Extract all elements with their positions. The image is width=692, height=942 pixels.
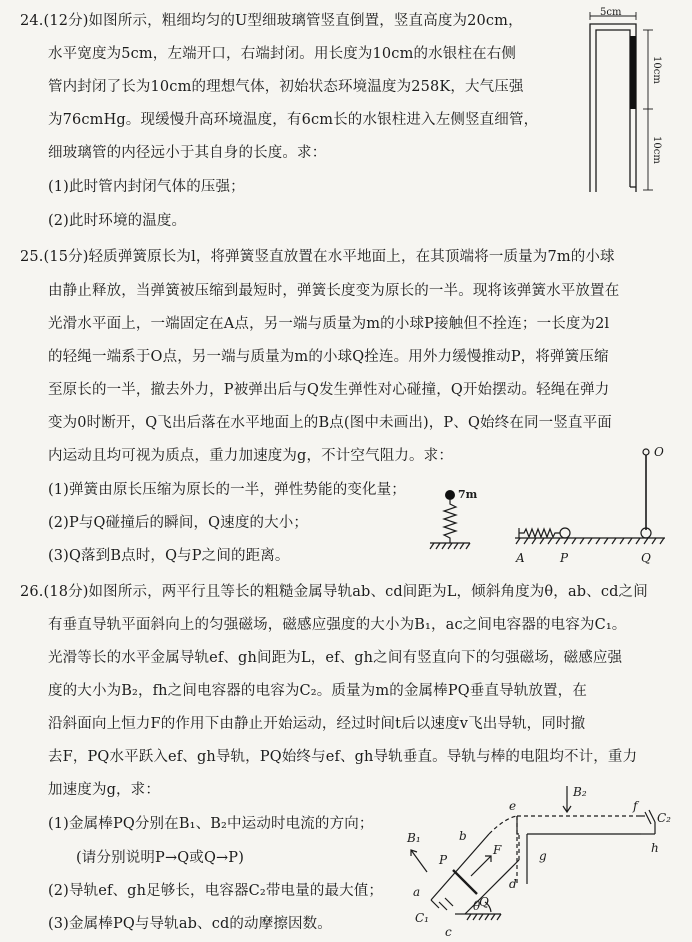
label-c2: C₂ <box>657 811 671 825</box>
label-d-rail: d <box>509 877 517 891</box>
q24-line-5: 细玻璃管的内径远小于其自身的长度。求： <box>48 145 327 161</box>
q25-line-4: 的轻绳一端系于O点，另一端与质量为m的小球Q拴连。用外力缓慢推动P，将弹簧压缩 <box>48 349 609 365</box>
label-f: f <box>633 799 638 813</box>
lower-length-label: 10cm <box>651 136 662 164</box>
q25-line-6: 变为0时断开，Q飞出后落在水平地面上的B点(图中未画出)，P、Q始终在同一竖直平面 <box>48 415 612 431</box>
q25-line-8: (1)弹簧由原长压缩为原长的一半，弹性势能的变化量； <box>48 482 406 498</box>
q24-line-3: 管内封闭了长为10cm的理想气体，初始状态环境温度为258K，大气压强 <box>48 79 524 95</box>
q26-rail-figure <box>405 784 685 939</box>
label-p: P <box>560 551 569 565</box>
mass-label: 7m <box>458 488 478 501</box>
q24-u-tube-figure <box>580 7 680 202</box>
label-h: h <box>651 841 659 855</box>
q26-line-7: 加速度为g，求： <box>48 782 160 798</box>
label-p-rod: P <box>439 853 448 867</box>
q26-line-5: 沿斜面向上恒力F的作用下由静止开始运动，经过时间t后以速度v飞出导轨，同时撤 <box>48 716 586 732</box>
label-theta: θ <box>473 899 481 913</box>
label-a-rail: a <box>413 885 421 899</box>
q24-line-6: (1)此时管内封闭气体的压强； <box>48 179 245 195</box>
label-c-rail: c <box>445 925 452 939</box>
q26-line-9: (请分别说明P→Q或Q→P) <box>76 850 244 866</box>
q25-line-9: (2)P与Q碰撞后的瞬间，Q速度的大小； <box>48 515 309 531</box>
ball-7m <box>445 490 455 500</box>
pivot-o <box>643 449 649 455</box>
label-b-rail: b <box>459 829 467 843</box>
label-b1: B₁ <box>407 831 421 845</box>
q25-line-2: 由静止释放，当弹簧被压缩到最短时，弹簧长度变为原长的一半。现将该弹簧水平放置在 <box>48 283 620 299</box>
q24-line-4: 为76cmHg。现缓慢升高环境温度，有6cm长的水银柱进入左侧竖直细管， <box>48 112 539 128</box>
label-c1: C₁ <box>415 911 429 925</box>
q26-line-1: 26.(18分)如图所示，两平行且等长的粗糙金属导轨ab、cd间距为L，倾斜角度为θ，ab、cd之间 <box>20 584 648 600</box>
label-e: e <box>509 799 517 813</box>
label-b2: B₂ <box>573 785 587 799</box>
q24-line-2: 水平宽度为5cm，左端开口，右端封闭。用长度为10cm的水银柱在右侧 <box>48 46 517 62</box>
mercury-column <box>630 36 636 109</box>
q25-line-1: 25.(15分)轻质弹簧原长为l，将弹簧竖直放置在水平地面上，在其顶端将一质量为7m的小球 <box>20 249 615 265</box>
q26-line-2: 有垂直导轨平面斜向上的匀强磁场，磁感应强度的大小为B₁，ac之间电容器的电容为C₁。 <box>48 617 627 633</box>
q24-line-1: 24.(12分)如图所示，粗细均匀的U型细玻璃管竖直倒置，竖直高度为20cm， <box>20 13 523 29</box>
q25-line-10: (3)Q落到B点时，Q与P之间的距离。 <box>48 548 290 564</box>
label-q: Q <box>641 551 651 565</box>
q25-line-3: 光滑水平面上，一端固定在A点，另一端与质量为m的小球P接触但不拴连；一长度为2l <box>48 316 610 332</box>
q26-line-8: (1)金属棒PQ分别在B₁、B₂中运动时电流的方向； <box>48 816 374 832</box>
q26-line-6: 去F，PQ水平跃入ef、gh导轨，PQ始终与ef、gh导轨垂直。导轨与棒的电阻均不计，重力 <box>48 749 638 765</box>
q25-line-5: 至原长的一半，撤去外力，P被弹出后与Q发生弹性对心碰撞，Q开始摆动。轻绳在弹力 <box>48 382 610 398</box>
q26-line-4: 度的大小为B₂，fh之间电容器的电容为C₂。质量为m的金属棒PQ垂直导轨放置，在 <box>48 683 587 699</box>
label-f-force: F <box>493 843 502 857</box>
q24-line-7: (2)此时环境的温度。 <box>48 213 187 229</box>
q26-line-3: 光滑等长的水平金属导轨ef、gh间距为L，ef、gh之间有竖直向下的匀强磁场，磁感应强 <box>48 650 623 666</box>
q25-spring-figure <box>420 440 690 575</box>
width-label: 5cm <box>600 7 622 18</box>
q26-line-10: (2)导轨ef、gh足够长，电容器C₂带电量的最大值； <box>48 883 384 899</box>
upper-length-label: 10cm <box>651 56 662 84</box>
label-q-rod: Q <box>479 895 489 909</box>
label-o: O <box>654 445 664 459</box>
q26-line-11: (3)金属棒PQ与导轨ab、cd的动摩擦因数。 <box>48 916 332 932</box>
q25-line-7: 内运动且均可视为质点，重力加速度为g，不计空气阻力。求： <box>48 448 453 464</box>
label-g: g <box>539 849 547 863</box>
label-a: A <box>516 551 525 565</box>
